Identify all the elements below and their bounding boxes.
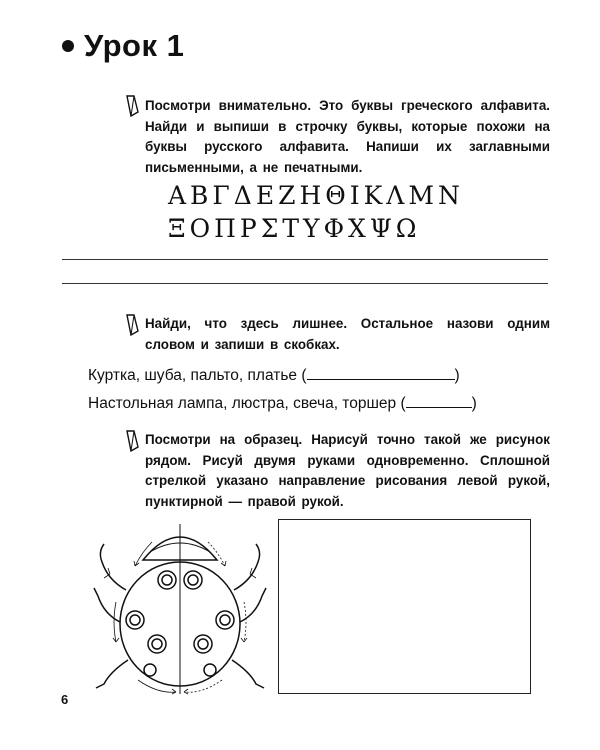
greek-letters-row-1: ΑΒΓΔΕΖΗΘΙΚΛΜΝ: [168, 181, 464, 210]
odd-one-out-line-2: [88, 393, 477, 413]
pencil-icon: [125, 314, 139, 336]
task-3-instructions: Посмотри на образец. Нарисуй точно такой же рисунок рядом. Рисуй двумя руками одновременно. Сплошной стрелкой указано направление рисования левой рукой, пунктирной — правой рукой.: [145, 432, 550, 509]
close-paren: ): [454, 367, 460, 384]
answer-line-2[interactable]: [62, 283, 548, 284]
word-list-2: Настольная лампа, люстра, свеча, торшер (: [88, 395, 406, 412]
bullet-icon: [62, 40, 74, 52]
word-list-1: Куртка, шуба, пальто, платье (: [88, 367, 307, 384]
page-number: 6: [61, 692, 69, 707]
lesson-title: Урок 1: [84, 28, 185, 63]
drawing-area[interactable]: [278, 519, 531, 694]
task-2-instructions: Найди, что здесь лишнее. Остальное назови одним словом и запиши в скобках.: [145, 316, 550, 352]
answer-blank-1[interactable]: [307, 365, 455, 380]
odd-one-out-line-1: [88, 365, 460, 385]
greek-letters-row-2: ΞΟΠΡΣΤΥΦΧΨΩ: [168, 214, 421, 243]
answer-blank-2[interactable]: [406, 393, 472, 408]
task-1-instructions: Посмотри внимательно. Это буквы греческого алфавита. Найди и выпиши в строчку буквы, которые похожи на буквы русского алфавита. Напиши их заглавными письменными, а не печатными.: [145, 98, 550, 175]
pencil-icon: [125, 430, 139, 452]
answer-line-1[interactable]: [62, 259, 548, 260]
pencil-icon: [125, 95, 139, 117]
ladybug-sample-drawing: [90, 522, 275, 697]
close-paren: ): [471, 395, 477, 412]
lesson-heading: [62, 28, 184, 64]
